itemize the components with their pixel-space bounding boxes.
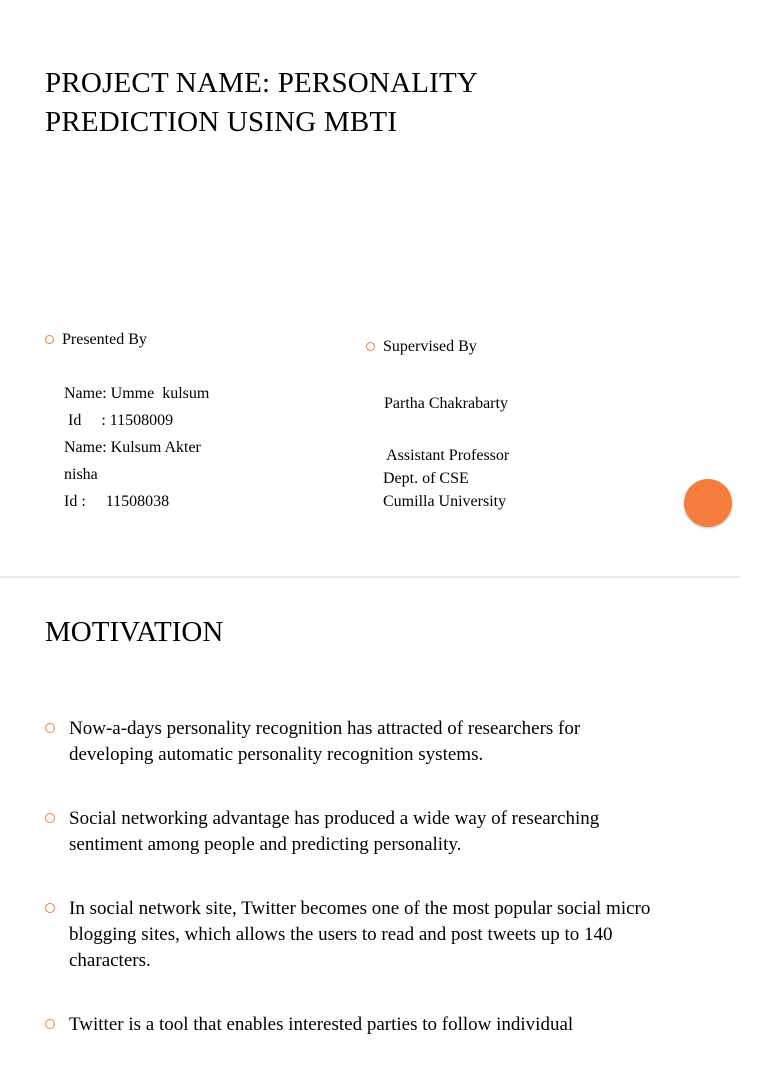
motivation-bullet-list bbox=[45, 716, 655, 1076]
supervised-by-heading: Supervised By bbox=[366, 338, 477, 356]
presenter-line: nisha bbox=[64, 466, 98, 483]
circle-bullet-icon bbox=[45, 1019, 55, 1029]
supervisor-line: Cumilla University bbox=[383, 493, 507, 510]
title-line-1: PROJECT NAME: PERSONALITY bbox=[45, 67, 479, 99]
circle-bullet-icon bbox=[45, 813, 55, 823]
slide-motivation bbox=[0, 578, 768, 1035]
presenter-line: Name: Kulsum Akter bbox=[64, 439, 201, 456]
list-item: Twitter is a tool that enables interested parties to follow individual bbox=[45, 1012, 655, 1038]
title-line-2: PREDICTION USING MBTI bbox=[45, 106, 398, 138]
presenter-line: Name: Umme kulsum bbox=[64, 385, 210, 402]
circle-bullet-icon bbox=[45, 903, 55, 913]
circle-bullet-icon bbox=[45, 335, 54, 344]
supervisor-line: Dept. of CSE bbox=[383, 470, 469, 487]
presented-by-heading: Presented By bbox=[45, 331, 147, 349]
supervisor-info bbox=[383, 444, 509, 513]
circle-bullet-icon bbox=[366, 342, 375, 351]
list-item: Social networking advantage has produced a wide way of researching sentiment among people and predicting personality. bbox=[45, 806, 655, 858]
slide-title-heading bbox=[45, 64, 478, 142]
presenter-line: Id : 11508038 bbox=[64, 493, 170, 510]
supervisor-line: Assistant Professor bbox=[383, 447, 510, 464]
slide-motivation-heading: MOTIVATION bbox=[45, 616, 224, 648]
orange-circle-decoration bbox=[684, 479, 732, 527]
circle-bullet-icon bbox=[45, 723, 55, 733]
supervisor-name: Partha Chakrabarty bbox=[384, 395, 508, 412]
list-item: In social network site, Twitter becomes one of the most popular social micro blogging sites, which allows the users to read and post tweets up to 140 characters. bbox=[45, 896, 655, 974]
presenters-info bbox=[64, 380, 209, 515]
list-item: Now-a-days personality recognition has attracted of researchers for developing automatic personality recognition systems. bbox=[45, 716, 655, 768]
presenter-line: Id : 11508009 bbox=[64, 412, 174, 429]
